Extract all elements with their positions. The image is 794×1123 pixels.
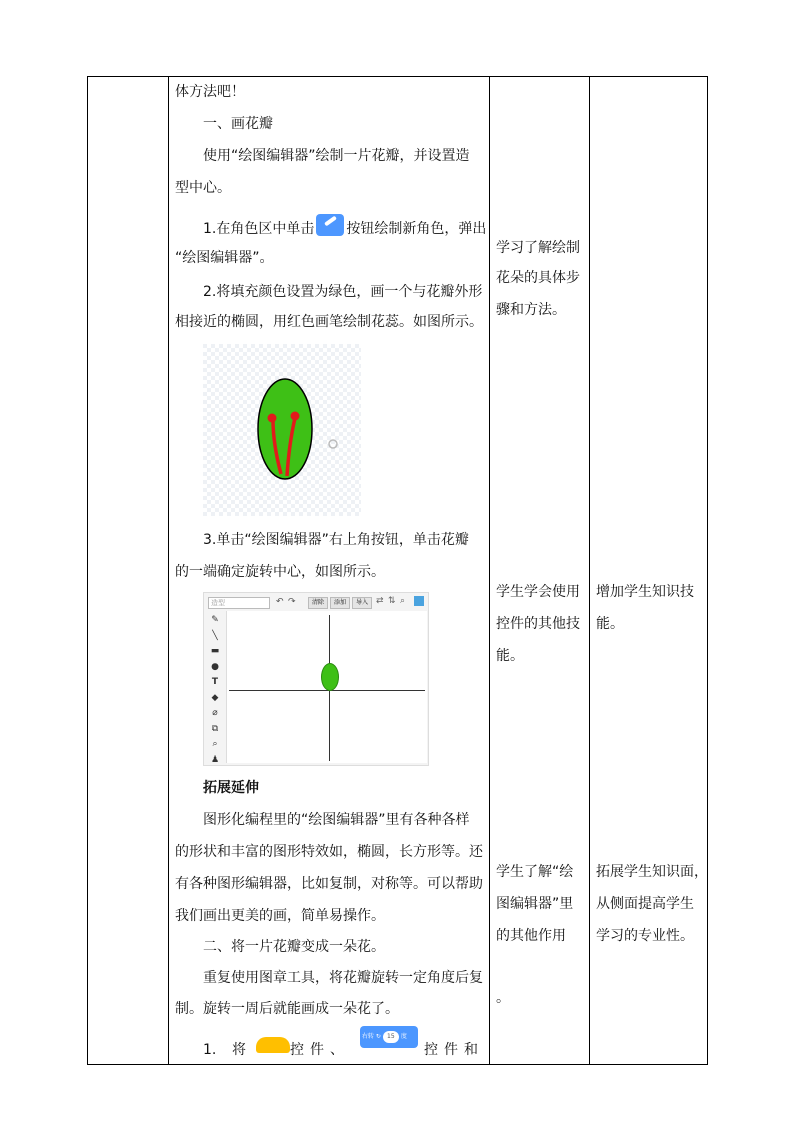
student-activity-3: 图编辑器”里 xyxy=(496,896,574,912)
text-line: 的形状和丰富的图形特效如，椭圆，长方形等。还 xyxy=(175,844,483,860)
flip-icon[interactable]: ⇄ xyxy=(376,596,384,606)
student-activity-3: 的其他作用 xyxy=(496,928,566,944)
turn-label: 右转 xyxy=(361,1033,374,1040)
select-tool-icon[interactable]: ⧉ xyxy=(211,723,219,734)
table-col-border-5 xyxy=(707,76,708,1065)
text-line: “绘图编辑器”。 xyxy=(175,250,274,266)
section-heading: 一、画花瓣 xyxy=(203,116,273,132)
text-line: 制。旋转一周后就能画成一朵花了。 xyxy=(175,1001,399,1017)
text-line: 我们画出更美的画，简单易操作。 xyxy=(175,908,385,924)
table-top-border xyxy=(87,76,708,77)
step-1-line xyxy=(203,218,486,240)
flip-vertical-icon[interactable]: ⇅ xyxy=(388,596,396,606)
student-activity-2: 能。 xyxy=(496,648,524,664)
design-intent-3: 拓展学生知识面， xyxy=(596,864,708,880)
turn-unit: 度 xyxy=(400,1033,407,1040)
text-word: 控件和 xyxy=(424,1042,484,1058)
text-line: 2.将填充颜色设置为绿色，画一个与花瓣外形 xyxy=(203,284,483,300)
text-line: 使用“绘图编辑器”绘制一片花瓣，并设置造 xyxy=(203,148,470,164)
clear-button[interactable]: 清除 xyxy=(308,597,328,609)
text-line: 图形化编程里的“绘图编辑器”里有各种各样 xyxy=(203,812,470,828)
line-tool-icon[interactable]: ╲ xyxy=(212,630,218,641)
design-intent-2: 能。 xyxy=(596,616,624,632)
student-activity-2: 学生学会使用 xyxy=(496,584,580,600)
turn-degrees: 15 xyxy=(383,1031,399,1043)
extension-heading: 拓展延伸 xyxy=(203,780,259,796)
brush-tool-icon[interactable]: ✎ xyxy=(211,615,219,625)
text-line: 重复使用图章工具，将花瓣旋转一定角度后复 xyxy=(203,970,483,986)
text-word: 将 xyxy=(232,1042,246,1058)
import-button[interactable]: 导入 xyxy=(352,597,372,609)
zoom-icon[interactable]: ⌕ xyxy=(400,596,406,606)
design-intent-3: 从侧面提高学生 xyxy=(596,896,694,912)
table-col-border-2 xyxy=(168,76,169,1065)
stamen-head xyxy=(291,412,300,421)
magic-select-icon[interactable]: ⌕ xyxy=(212,739,218,749)
stamp-tool-icon[interactable]: ♟ xyxy=(210,754,220,765)
fill-tool-icon[interactable]: ◆ xyxy=(211,692,219,703)
student-activity-1: 学习了解绘制 xyxy=(496,240,580,256)
design-intent-2: 增加学生知识技 xyxy=(596,584,694,600)
petal-shape xyxy=(258,379,312,479)
set-center-button[interactable] xyxy=(414,596,424,606)
stamen-head xyxy=(268,414,277,423)
student-activity-2: 控件的其他技 xyxy=(496,616,580,632)
step-text: 按钮绘制新角色，弹出 xyxy=(346,221,487,237)
text-line: 相接近的椭圆，用红色画笔绘制花蕊。如图所示。 xyxy=(175,314,483,330)
step-text: 1.在角色区中单击 xyxy=(203,221,315,237)
table-col-border-1 xyxy=(87,76,88,1065)
redo-icon[interactable]: ↷ xyxy=(288,597,296,607)
eraser-tool-icon[interactable]: ⌀ xyxy=(212,708,218,718)
text-line: 的一端确定旋转中心，如图所示。 xyxy=(175,564,385,580)
student-activity-3: 。 xyxy=(496,990,510,1006)
last-step-number: 1. xyxy=(203,1042,217,1058)
section-heading: 二、将一片花瓣变成一朵花。 xyxy=(203,939,385,955)
tool-column xyxy=(208,613,222,768)
add-button[interactable]: 添加 xyxy=(330,597,350,609)
text-line: 3.单击“绘图编辑器”右上角按钮，单击花瓣 xyxy=(203,532,469,548)
turn-block-icon: 右转 ↻ 15 度 xyxy=(360,1032,418,1054)
petal-figure xyxy=(203,344,361,516)
text-tool-icon[interactable]: T xyxy=(211,677,219,687)
event-block-icon xyxy=(256,1036,290,1055)
student-activity-3: 学生了解“绘 xyxy=(496,864,574,880)
table-bottom-border xyxy=(87,1064,708,1065)
text-line: 体方法吧！ xyxy=(175,84,245,100)
table-col-border-4 xyxy=(589,76,590,1065)
petal-shape xyxy=(321,663,339,691)
text-line: 型中心。 xyxy=(175,180,231,196)
student-activity-1: 花朵的具体步 xyxy=(496,270,580,286)
drawing-canvas[interactable] xyxy=(226,611,427,763)
student-activity-1: 骤和方法。 xyxy=(496,302,566,318)
ellipse-tool-icon[interactable]: ● xyxy=(211,661,219,672)
costume-name-input[interactable]: 造型 xyxy=(208,597,270,609)
paint-editor-screenshot xyxy=(203,592,429,766)
text-line: 有各种图形编辑器，比如复制，对称等。可以帮助 xyxy=(175,876,483,892)
paint-brush-icon xyxy=(316,214,344,236)
text-word: 控件、 xyxy=(290,1042,350,1058)
undo-icon[interactable]: ↶ xyxy=(276,597,284,607)
design-intent-3: 学习的专业性。 xyxy=(596,928,694,944)
rectangle-tool-icon[interactable]: ▬ xyxy=(210,646,220,656)
table-col-border-3 xyxy=(489,76,490,1065)
